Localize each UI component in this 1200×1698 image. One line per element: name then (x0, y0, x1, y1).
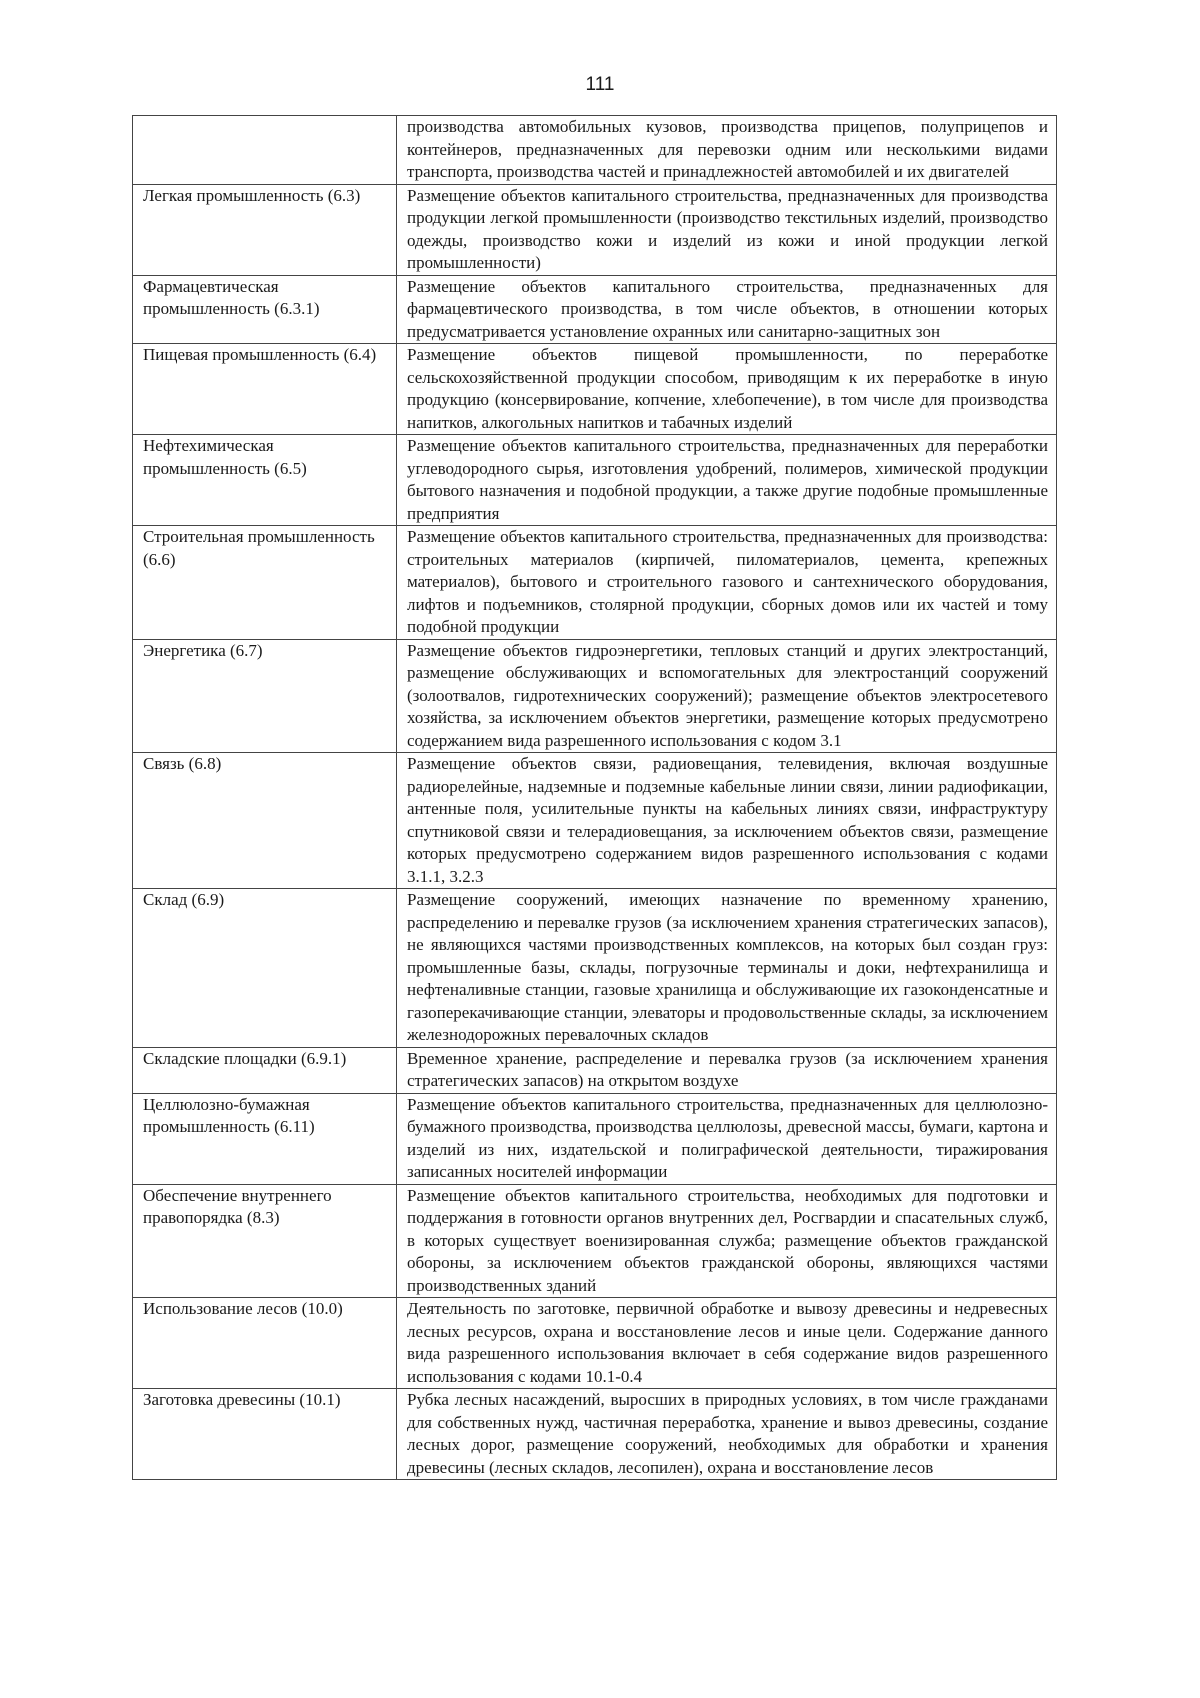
use-type-name: Фармацевтическая промышленность (6.3.1) (133, 275, 397, 344)
use-type-name: Склад (6.9) (133, 889, 397, 1048)
use-type-description: Временное хранение, распределение и перевалка грузов (за исключением хранения стратегических запасов) на открытом воздухе (397, 1047, 1057, 1093)
use-type-description: Размещение объектов капитального строительства, предназначенных для производства продукции легкой промышленности (производство текстильных изделий, производство одежды, производство кожи и изделий из кожи и иной продукции легкой промышленности) (397, 184, 1057, 275)
use-type-name: Заготовка древесины (10.1) (133, 1389, 397, 1480)
table-row (133, 1093, 1057, 1184)
use-type-description: производства автомобильных кузовов, производства прицепов, полуприцепов и контейнеров, предназначенных для перевозки одним или несколькими видами транспорта, производства частей и принадлежностей автомобилей и их двигателей (397, 116, 1057, 185)
table-row (133, 1298, 1057, 1389)
table-row (133, 1389, 1057, 1480)
use-type-description: Размещение объектов капитального строительства, предназначенных для переработки углеводородного сырья, изготовления удобрений, полимеров, химической продукции бытового назначения и подобной продукции, а также другие подобные промышленные предприятия (397, 435, 1057, 526)
table-row (133, 753, 1057, 889)
use-type-description: Размещение объектов гидроэнергетики, тепловых станций и других электростанций, размещение обслуживающих и вспомогательных для электростанций сооружений (золоотвалов, гидротехнических сооружений); размещение объектов электросетевого хозяйства, за исключением объектов энергетики, размещение которых предусмотрено содержанием вида разрешенного использования с кодом 3.1 (397, 639, 1057, 753)
table-row (133, 275, 1057, 344)
land-use-table (132, 115, 1057, 1480)
use-type-description: Размещение объектов капитального строительства, предназначенных для производства: строительных материалов (кирпичей, пиломатериалов, цемента, крепежных материалов), бытового и строительного газового и сантехнического оборудования, лифтов и подъемников, столярной продукции, сборных домов или их частей и тому подобной продукции (397, 526, 1057, 640)
use-type-name: Строительная промышленность (6.6) (133, 526, 397, 640)
use-type-name: Целлюлозно-бумажная промышленность (6.11) (133, 1093, 397, 1184)
table-row (133, 184, 1057, 275)
use-type-description: Размещение объектов капитального строительства, предназначенных для фармацевтического производства, в том числе объектов, в отношении которых предусматривается установление охранных или санитарно-защитных зон (397, 275, 1057, 344)
table-row (133, 435, 1057, 526)
use-type-name: Нефтехимическая промышленность (6.5) (133, 435, 397, 526)
use-type-name: Связь (6.8) (133, 753, 397, 889)
use-type-description: Размещение объектов капитального строительства, предназначенных для целлюлозно-бумажного производства, производства целлюлозы, древесной массы, бумаги, картона и изделий из них, издательской и полиграфической деятельности, тиражирования записанных носителей информации (397, 1093, 1057, 1184)
use-type-name: Складские площадки (6.9.1) (133, 1047, 397, 1093)
use-type-description: Деятельность по заготовке, первичной обработке и вывозу древесины и недревесных лесных ресурсов, охрана и восстановление лесов и иные цели. Содержание данного вида разрешенного использования включает в себя содержание видов разрешенного использования с кодами 10.1-0.4 (397, 1298, 1057, 1389)
table-row (133, 1047, 1057, 1093)
table-row (133, 344, 1057, 435)
table-row (133, 889, 1057, 1048)
use-type-description: Размещение сооружений, имеющих назначение по временному хранению, распределению и перевалке грузов (за исключением хранения стратегических запасов), не являющихся частями производственных комплексов, на которых был создан груз: промышленные базы, склады, погрузочные терминалы и доки, нефтехранилища и нефтеналивные станции, газовые хранилища и обслуживающие их газоконденсатные и газоперекачивающие станции, элеваторы и продовольственные склады, за исключением железнодорожных перевалочных складов (397, 889, 1057, 1048)
use-type-description: Размещение объектов пищевой промышленности, по переработке сельскохозяйственной продукции способом, приводящим к их переработке в иную продукцию (консервирование, копчение, хлебопечение), в том числе для производства напитков, алкогольных напитков и табачных изделий (397, 344, 1057, 435)
use-type-name: Пищевая промышленность (6.4) (133, 344, 397, 435)
table-row (133, 1184, 1057, 1298)
use-type-name (133, 116, 397, 185)
use-type-name: Легкая промышленность (6.3) (133, 184, 397, 275)
table-row (133, 116, 1057, 185)
use-type-description: Рубка лесных насаждений, выросших в природных условиях, в том числе гражданами для собственных нужд, частичная переработка, хранение и вывоз древесины, создание лесных дорог, размещение сооружений, необходимых для обработки и хранения древесины (лесных складов, лесопилен), охрана и восстановление лесов (397, 1389, 1057, 1480)
table-row (133, 639, 1057, 753)
page-number: 111 (585, 74, 615, 95)
use-type-name: Обеспечение внутреннего правопорядка (8.3) (133, 1184, 397, 1298)
use-type-name: Энергетика (6.7) (133, 639, 397, 753)
use-type-description: Размещение объектов связи, радиовещания, телевидения, включая воздушные радиорелейные, надземные и подземные кабельные линии связи, линии радиофикации, антенные поля, усилительные пункты на кабельных линиях связи, инфраструктуру спутниковой связи и телерадиовещания, за исключением объектов связи, размещение которых предусмотрено содержанием видов разрешенного использования с кодами 3.1.1, 3.2.3 (397, 753, 1057, 889)
table-row (133, 526, 1057, 640)
use-type-description: Размещение объектов капитального строительства, необходимых для подготовки и поддержания в готовности органов внутренних дел, Росгвардии и спасательных служб, в которых существует военизированная служба; размещение объектов гражданской обороны, за исключением объектов гражданской обороны, являющихся частями производственных зданий (397, 1184, 1057, 1298)
use-type-name: Использование лесов (10.0) (133, 1298, 397, 1389)
